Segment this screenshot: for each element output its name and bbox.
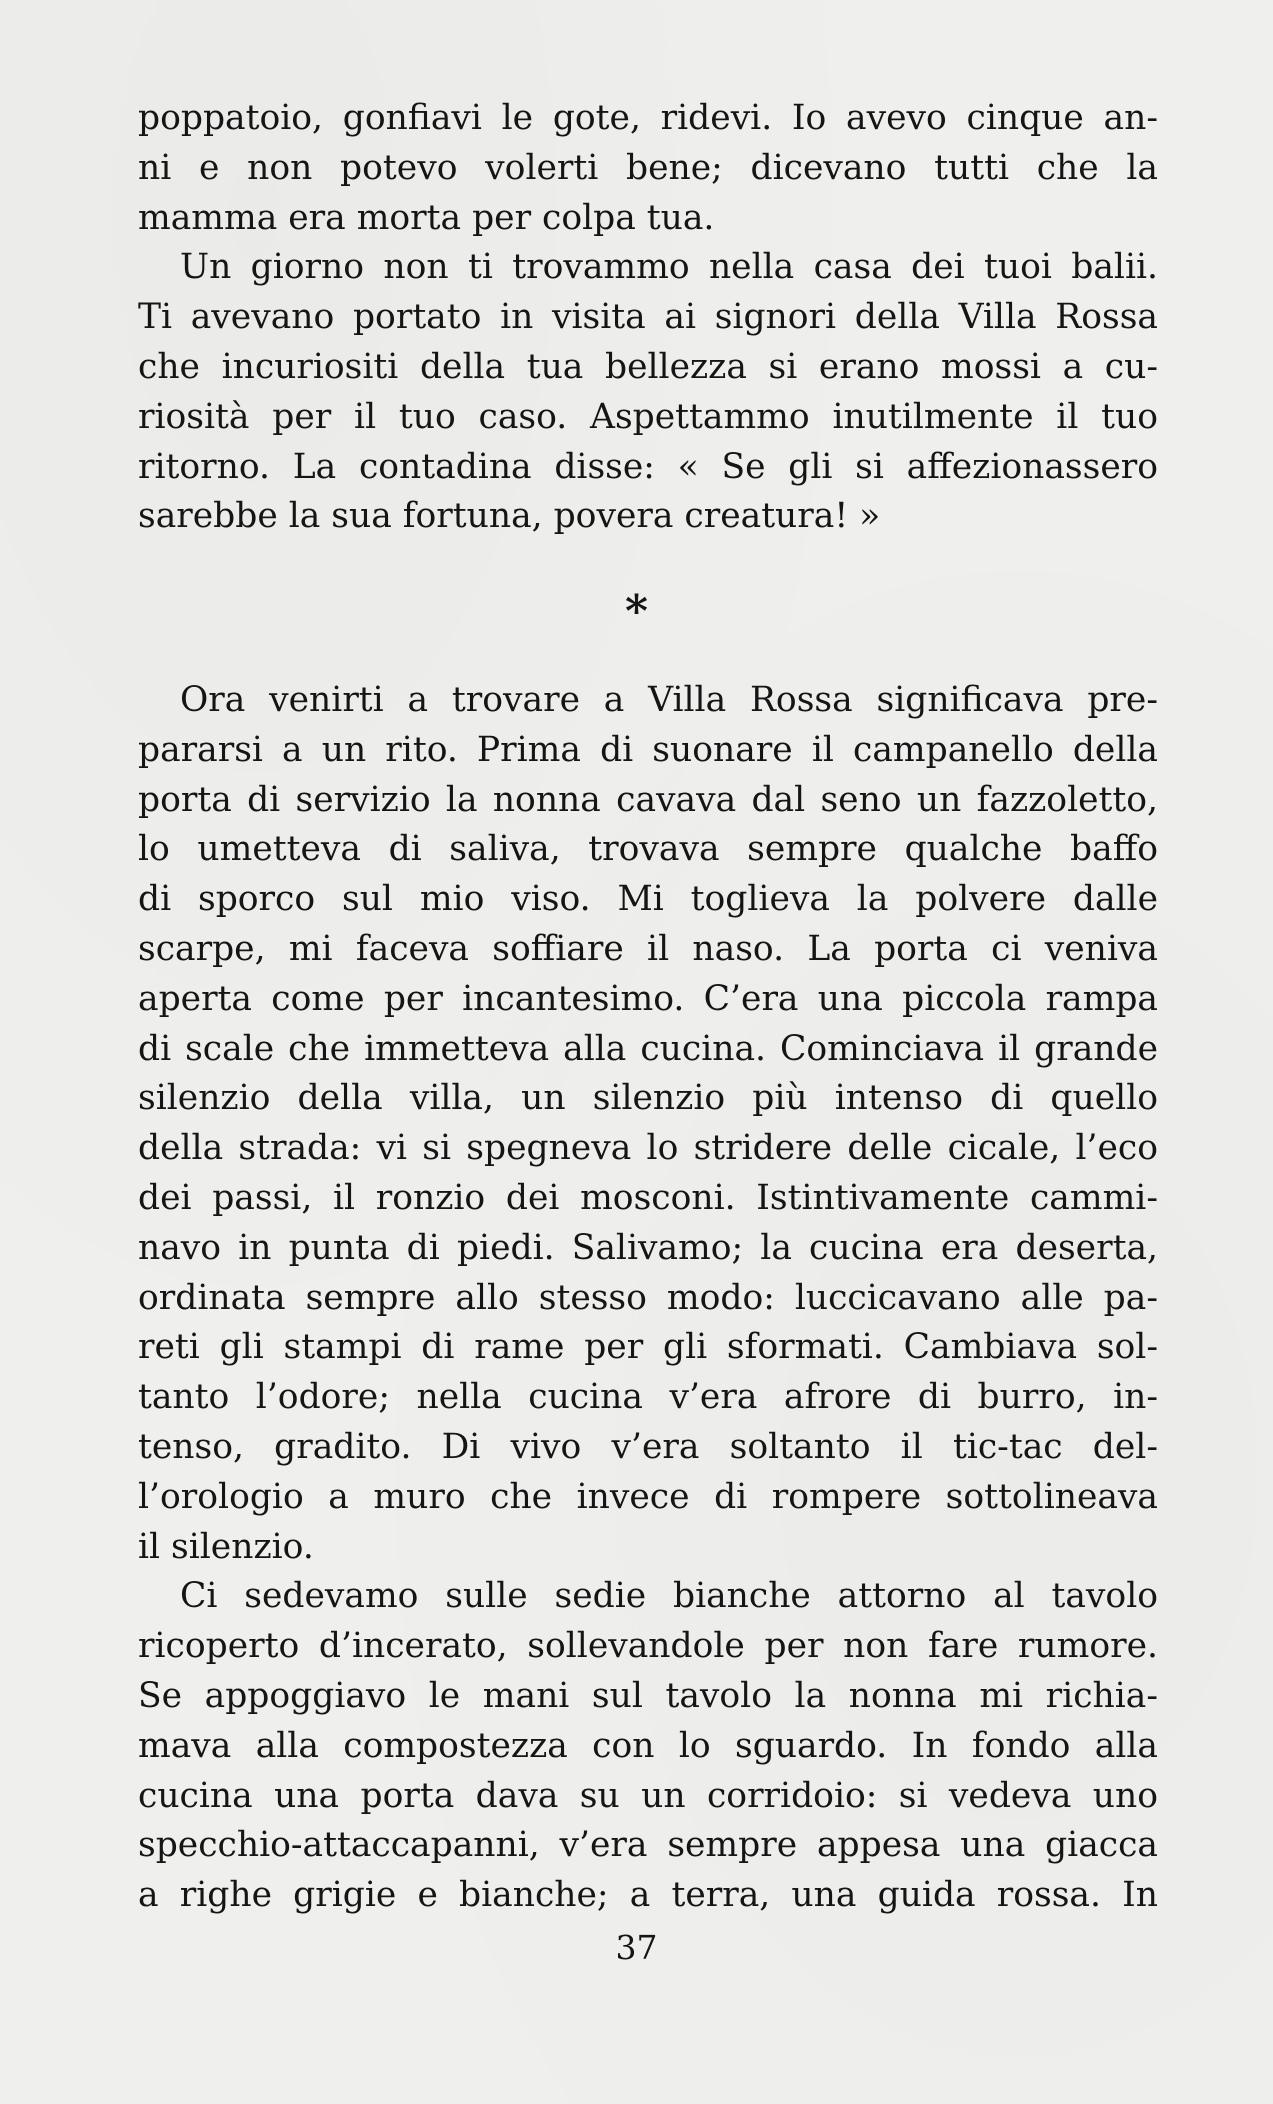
paragraph-block-1: [138, 94, 1158, 542]
text-line: mamma era morta per colpa tua.: [138, 197, 715, 238]
text-line: a righe grigie e bianche; a terra, una guida rossa. In: [138, 1875, 1158, 1916]
text-line: ordinata sempre allo stesso modo: luccicavano alle pa-: [138, 1277, 1158, 1318]
text-line: della strada: vi si spegneva lo stridere delle cicale, l’eco: [138, 1128, 1158, 1169]
text-line: tenso, gradito. Di vivo v’era soltanto il tic-tac del-: [138, 1426, 1158, 1467]
text-line: Ci sedevamo sulle sedie bianche attorno al tavolo: [180, 1576, 1158, 1617]
text-line: porta di servizio la nonna cavava dal seno un fazzoletto,: [138, 779, 1158, 820]
text-line: ni e non potevo volerti bene; dicevano tutti che la: [138, 147, 1158, 188]
text-line: il silenzio.: [138, 1526, 314, 1567]
text-line: sarebbe la sua fortuna, povera creatura! »: [138, 496, 881, 537]
text-line: riosità per il tuo caso. Aspettammo inutilmente il tuo: [138, 396, 1158, 437]
text-line: reti gli stampi di rame per gli sformati. Cambiava sol-: [138, 1327, 1158, 1368]
text-line: l’orologio a muro che invece di rompere sottolineava: [138, 1476, 1158, 1517]
text-line: dei passi, il ronzio dei mosconi. Istintivamente cammi-: [138, 1177, 1158, 1218]
text-line: specchio-attaccapanni, v’era sempre appesa una giacca: [138, 1825, 1158, 1866]
text-line: di sporco sul mio viso. Mi toglieva la polvere dalle: [138, 879, 1158, 920]
text-line: mava alla compostezza con lo sguardo. In fondo alla: [138, 1725, 1158, 1766]
section-separator: *: [624, 586, 648, 637]
text-line: tanto l’odore; nella cucina v’era afrore di burro, in-: [138, 1377, 1158, 1418]
text-line: scarpe, mi faceva soffiare il naso. La porta ci veniva: [138, 928, 1158, 969]
text-line: Ti avevano portato in visita ai signori della Villa Rossa: [138, 297, 1158, 338]
page-number: 37: [615, 1928, 658, 1967]
text-line: ritorno. La contadina disse: « Se gli si affezionassero: [138, 446, 1158, 487]
text-line: che incuriositi della tua bellezza si erano mossi a cu-: [138, 346, 1158, 387]
text-line: Un giorno non ti trovammo nella casa dei tuoi balii.: [180, 247, 1158, 288]
text-line: cucina una porta dava su un corridoio: si vedeva uno: [138, 1775, 1158, 1816]
text-line: lo umetteva di saliva, trovava sempre qualche baffo: [138, 829, 1158, 870]
paragraph-block-2: [138, 676, 1158, 1921]
text-line: di scale che immetteva alla cucina. Cominciava il grande: [138, 1028, 1158, 1069]
text-line: navo in punta di piedi. Salivamo; la cucina era deserta,: [138, 1227, 1158, 1268]
text-line: poppatoio, gonfiavi le gote, ridevi. Io avevo cinque an-: [138, 98, 1158, 138]
text-line: pararsi a un rito. Prima di suonare il campanello della: [138, 729, 1158, 770]
text-line: Se appoggiavo le mani sul tavolo la nonna mi richia-: [138, 1675, 1158, 1716]
text-line: silenzio della villa, un silenzio più intenso di quello: [138, 1078, 1158, 1119]
text-line: Ora venirti a trovare a Villa Rossa significava pre-: [180, 680, 1158, 720]
text-line: ricoperto d’incerato, sollevandole per non fare rumore.: [138, 1626, 1158, 1667]
text-line: aperta come per incantesimo. C’era una piccola rampa: [138, 978, 1158, 1019]
